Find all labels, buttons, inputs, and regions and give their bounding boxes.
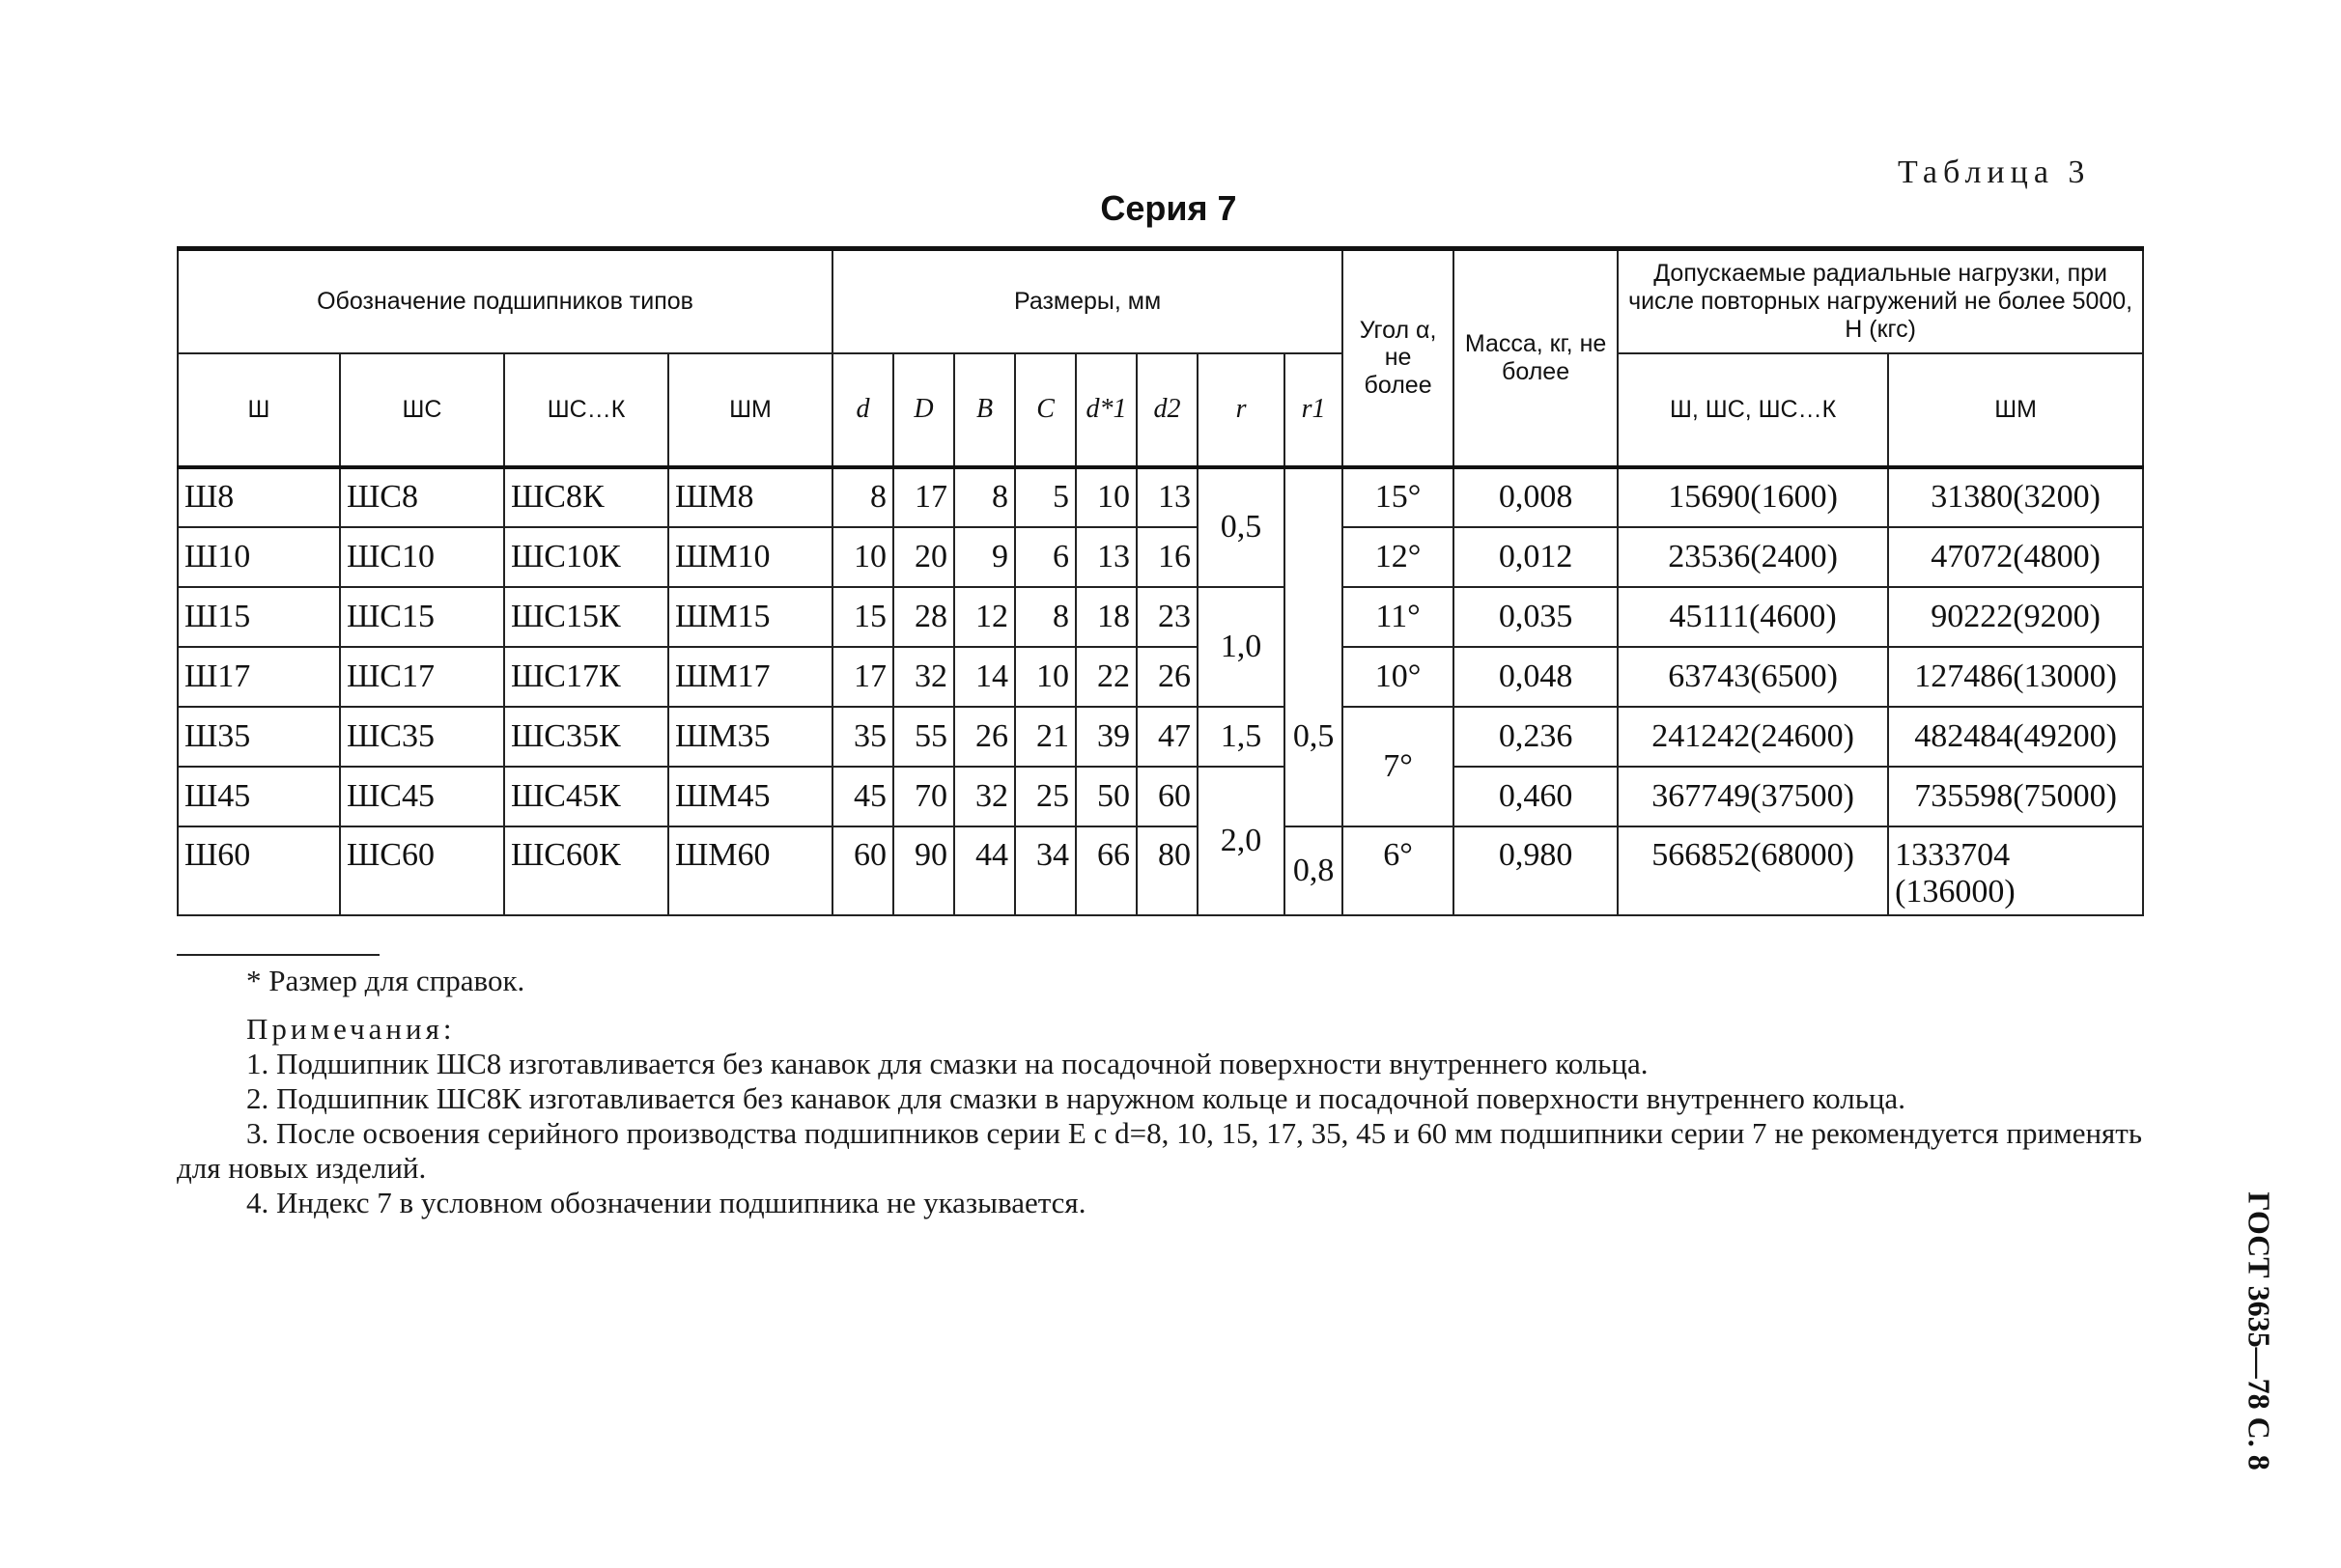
cell-shsk: ШС10К (504, 527, 668, 587)
header-designation-group: Обозначение подшипников типов (178, 249, 832, 353)
cell-load-a: 63743(6500) (1618, 647, 1888, 707)
series-title: Серия 7 (1100, 188, 1237, 228)
cell-d2: 13 (1137, 467, 1198, 527)
cell-angle: 11° (1342, 587, 1453, 647)
cell-shs: ШС35 (340, 707, 504, 767)
cell-load-a: 241242(24600) (1618, 707, 1888, 767)
cell-sh: Ш8 (178, 467, 340, 527)
cell-D: 90 (893, 826, 954, 915)
header-col-load-b: ШМ (1888, 353, 2143, 467)
cell-d2: 23 (1137, 587, 1198, 647)
cell-shm: ШМ60 (668, 826, 832, 915)
cell-B: 44 (954, 826, 1015, 915)
table-row (178, 587, 2143, 647)
cell-load-b: 47072(4800) (1888, 527, 2143, 587)
cell-sh: Ш15 (178, 587, 340, 647)
header-col-d2: d2 (1137, 353, 1198, 467)
cell-angle: 10° (1342, 647, 1453, 707)
cell-shsk: ШС35К (504, 707, 668, 767)
cell-shs: ШС8 (340, 467, 504, 527)
cell-C: 10 (1015, 647, 1076, 707)
cell-r-merged: 0,5 (1198, 467, 1284, 587)
cell-sh: Ш17 (178, 647, 340, 707)
cell-shs: ШС45 (340, 767, 504, 826)
cell-mass: 0,012 (1453, 527, 1618, 587)
cell-d: 10 (832, 527, 893, 587)
cell-C: 8 (1015, 587, 1076, 647)
header-col-shm: ШМ (668, 353, 832, 467)
cell-d2: 16 (1137, 527, 1198, 587)
cell-sh: Ш60 (178, 826, 340, 915)
header-col-C: C (1015, 353, 1076, 467)
note-item: 4. Индекс 7 в условном обозначении подшипника не указывается. (246, 1186, 1086, 1219)
cell-r-merged: 2,0 (1198, 767, 1284, 915)
cell-D: 28 (893, 587, 954, 647)
cell-mass: 0,035 (1453, 587, 1618, 647)
cell-load-b: 127486(13000) (1888, 647, 2143, 707)
cell-D: 32 (893, 647, 954, 707)
cell-shm: ШМ10 (668, 527, 832, 587)
cell-load-b: 1333704 (136000) (1888, 826, 2143, 915)
cell-shm: ШМ8 (668, 467, 832, 527)
cell-shs: ШС15 (340, 587, 504, 647)
cell-mass: 0,980 (1453, 826, 1618, 915)
note-item: 2. Подшипник ШС8К изготавливается без канавок для смазки в наружном кольце и посадочной поверхности внутреннего кольца. (246, 1081, 1905, 1115)
cell-sh: Ш10 (178, 527, 340, 587)
cell-d: 35 (832, 707, 893, 767)
cell-d1: 10 (1076, 467, 1137, 527)
cell-d1: 39 (1076, 707, 1137, 767)
footnote: * Размер для справок. (246, 964, 525, 997)
header-col-d1: d*1 (1076, 353, 1137, 467)
cell-B: 9 (954, 527, 1015, 587)
cell-r1-merged-top (1284, 467, 1342, 647)
header-col-shsk: ШС…К (504, 353, 668, 467)
table-row (178, 647, 2143, 707)
cell-shs: ШС10 (340, 527, 504, 587)
header-angle: Угол α, не более (1342, 249, 1453, 467)
cell-d: 45 (832, 767, 893, 826)
cell-angle: 12° (1342, 527, 1453, 587)
cell-load-a: 45111(4600) (1618, 587, 1888, 647)
cell-shsk: ШС60К (504, 826, 668, 915)
cell-r1-merged: 0,5 (1284, 647, 1342, 826)
cell-shm: ШМ35 (668, 707, 832, 767)
cell-d1: 13 (1076, 527, 1137, 587)
cell-d: 60 (832, 826, 893, 915)
table-row (178, 767, 2143, 826)
header-col-d: d (832, 353, 893, 467)
cell-shm: ШМ45 (668, 767, 832, 826)
cell-angle-merged: 7° (1342, 707, 1453, 826)
cell-C: 5 (1015, 467, 1076, 527)
cell-shm: ШМ15 (668, 587, 832, 647)
notes-heading: Примечания: (246, 1012, 456, 1046)
cell-mass: 0,460 (1453, 767, 1618, 826)
cell-C: 25 (1015, 767, 1076, 826)
cell-shs: ШС60 (340, 826, 504, 915)
header-col-r: r (1198, 353, 1284, 467)
table-row (178, 527, 2143, 587)
header-loads-group: Допускаемые радиальные нагрузки, при числе повторных нагружений не более 5000, Н (кгс) (1618, 249, 2143, 353)
cell-d: 8 (832, 467, 893, 527)
cell-r-merged: 1,0 (1198, 587, 1284, 707)
note-item: 3. После освоения серийного производства подшипников серии Е с d=8, 10, 15, 17, 35, 45 и 60 мм подшипники серии 7 не рекомендуется применять для новых изделий. (177, 1116, 2142, 1185)
cell-r1: 0,8 (1284, 826, 1342, 915)
cell-angle: 15° (1342, 467, 1453, 527)
cell-C: 34 (1015, 826, 1076, 915)
cell-mass: 0,008 (1453, 467, 1618, 527)
cell-load-b: 31380(3200) (1888, 467, 2143, 527)
cell-mass: 0,236 (1453, 707, 1618, 767)
cell-angle: 6° (1342, 826, 1453, 915)
cell-B: 26 (954, 707, 1015, 767)
header-col-D: D (893, 353, 954, 467)
cell-mass: 0,048 (1453, 647, 1618, 707)
page-reference: ГОСТ 3635—78 С. 8 (2242, 1191, 2277, 1470)
table-label: Таблица 3 (1898, 154, 2091, 190)
cell-shsk: ШС17К (504, 647, 668, 707)
note-item: 1. Подшипник ШС8 изготавливается без канавок для смазки на посадочной поверхности внутреннего кольца. (246, 1047, 1649, 1080)
cell-load-a: 566852(68000) (1618, 826, 1888, 915)
cell-load-b: 735598(75000) (1888, 767, 2143, 826)
cell-d: 17 (832, 647, 893, 707)
header-col-sh: Ш (178, 353, 340, 467)
header-sizes-group: Размеры, мм (832, 249, 1342, 353)
cell-d: 15 (832, 587, 893, 647)
cell-shs: ШС17 (340, 647, 504, 707)
cell-d2: 26 (1137, 647, 1198, 707)
cell-shsk: ШС15К (504, 587, 668, 647)
cell-d1: 50 (1076, 767, 1137, 826)
table-row (178, 467, 2143, 527)
cell-shsk: ШС8К (504, 467, 668, 527)
cell-d2: 80 (1137, 826, 1198, 915)
cell-d2: 47 (1137, 707, 1198, 767)
cell-B: 32 (954, 767, 1015, 826)
cell-shsk: ШС45К (504, 767, 668, 826)
cell-load-a: 23536(2400) (1618, 527, 1888, 587)
header-col-B: B (954, 353, 1015, 467)
bearings-table (177, 246, 2144, 916)
cell-B: 12 (954, 587, 1015, 647)
cell-load-b: 482484(49200) (1888, 707, 2143, 767)
cell-B: 14 (954, 647, 1015, 707)
table-row (178, 707, 2143, 767)
cell-d1: 18 (1076, 587, 1137, 647)
cell-d1: 22 (1076, 647, 1137, 707)
header-col-r1: r1 (1284, 353, 1342, 467)
table-row (178, 826, 2143, 915)
cell-D: 20 (893, 527, 954, 587)
cell-load-a: 15690(1600) (1618, 467, 1888, 527)
cell-B: 8 (954, 467, 1015, 527)
cell-r: 1,5 (1198, 707, 1284, 767)
cell-d1: 66 (1076, 826, 1137, 915)
cell-sh: Ш35 (178, 707, 340, 767)
header-col-shs: ШС (340, 353, 504, 467)
notes-block (177, 964, 2142, 1220)
cell-C: 21 (1015, 707, 1076, 767)
footnote-rule (177, 954, 380, 956)
header-col-load-a: Ш, ШС, ШС…К (1618, 353, 1888, 467)
cell-load-b: 90222(9200) (1888, 587, 2143, 647)
cell-d2: 60 (1137, 767, 1198, 826)
cell-load-a: 367749(37500) (1618, 767, 1888, 826)
cell-D: 17 (893, 467, 954, 527)
cell-shm: ШМ17 (668, 647, 832, 707)
cell-sh: Ш45 (178, 767, 340, 826)
cell-C: 6 (1015, 527, 1076, 587)
cell-D: 55 (893, 707, 954, 767)
header-mass: Масса, кг, не более (1453, 249, 1618, 467)
cell-D: 70 (893, 767, 954, 826)
